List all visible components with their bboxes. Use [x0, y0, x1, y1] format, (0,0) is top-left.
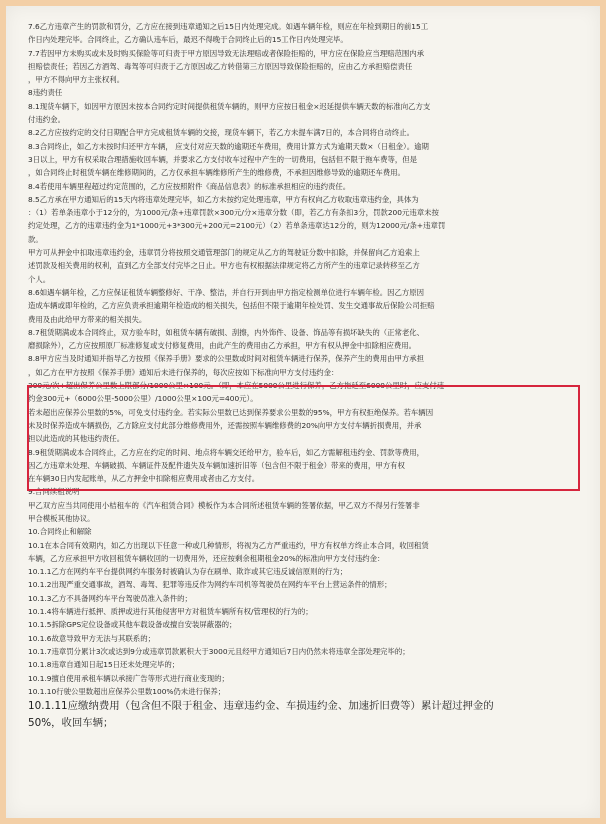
- text-line: 车辆，乙方应承担甲方收回租赁车辆收回的一切费用外，还应按剩余租期租金20%的标准向甲方支付违约金：: [28, 553, 385, 563]
- text-line: 8违约责任: [28, 88, 63, 98]
- text-line: 10.1.5拆除GPS定位设备或其他车载设备或擅自安装屏蔽器的；: [28, 620, 237, 630]
- text-line: 因乙方违章未处理、车辆破损、车辆证件及配件遗失及车辆加速折旧等（包含但不限于租金）带来的费用，甲方有权: [28, 460, 405, 470]
- text-line: 费用及由此给甲方带来的相关损失。: [28, 314, 147, 324]
- text-line: 8.7租赁期满或本合同终止，双方验车时，如租赁车辆有破损、刮擦，内外饰件、设备、饰品等有损坏缺失的（正常老化、: [28, 327, 425, 337]
- text-line: 7.7若因甲方未购买或未及时购买保险等可归责于甲方原因导致无法理赔或者保险拒赔的，甲方应在保险应当理赔范围内承: [28, 48, 425, 58]
- text-line: 10.1.1乙方在网约车平台提供网约车服务时被确认为存在刷单、欺诈或其它违反诚信原则的行为；: [28, 567, 348, 577]
- text-line: ：（1）若单条违章小于12分的，为1000元/条+违章罚款×300元/分×违章分数（即，若乙方有条扣3分，罚款200元违章未按: [28, 208, 439, 218]
- text-line: 10.1.8违章自通知日起15日还未处理完毕的；: [28, 660, 180, 670]
- text-line: 甲方可从押金中扣取违章违约金，违章罚分将按照交通管理部门的规定从乙方的驾驶证分数中扣除，并保留向乙方追索上: [28, 248, 420, 258]
- text-line: 8.4若使用车辆里程超过约定范围的，乙方应按照附件《商品信息表》的标准承担相应的违约责任。: [28, 181, 351, 191]
- text-line: 10.1.10行驶公里数超出应保养公里数100%仍未进行保养；: [28, 686, 226, 696]
- text-line: 10.1.6故意导致甲方无法与其联系的；: [28, 633, 155, 643]
- text-line-large: 50%，收回车辆；: [28, 717, 114, 730]
- text-line: 在车辆30日内发起账单，从乙方押金中扣除相应费用或者由乙方支付。: [28, 474, 260, 484]
- text-line: 9.合同续租说明: [28, 487, 80, 497]
- text-line: 担以此造成的其他违约责任。: [28, 434, 125, 444]
- text-line: 约定处理，乙方的违章违约金为1*1000元+3*300元+200元=2100元）（2）若单条违章达12分的，则为12000元/条+违章罚: [28, 221, 446, 231]
- text-line: 约金300元+（6000公里-5000公里）/1000公里×100元=400元）。: [28, 394, 258, 404]
- text-line: 担赔偿责任；若因乙方酒驾、毒驾等可归责于乙方原因或乙方转借第三方原因导致保险拒赔的，应由乙方承担赔偿责任: [28, 61, 413, 71]
- text-line: 8.9租赁期满或本合同终止，乙方应在约定的时间、地点将车辆交还给甲方，验车后，如乙方需解租违约金、罚款等费用，: [28, 447, 425, 457]
- text-line: 10.1.4将车辆进行抵押、质押或进行其他侵害甲方对租赁车辆所有权/管理权的行为的；: [28, 607, 313, 617]
- text-line: 造成车辆或即年检的，乙方应负责承担逾期年检造成的相关损失，包括但不限于逾期年检处罚、发生交通事故后保险公司拒赔: [28, 301, 435, 311]
- text-line: 款。: [28, 234, 43, 244]
- text-line: ，如乙方在甲方按照《保养手册》通知后未进行保养的，每次应按如下标准向甲方支付违约金：: [28, 367, 339, 377]
- text-line: 个人。: [28, 274, 51, 284]
- text-line: 述罚款及相关费用的权利，直到乙方全部支付完毕之日止。甲方也有权根据法律规定将乙方所产生的违章记录转移至乙方: [28, 261, 420, 271]
- photo-frame: [6, 6, 600, 818]
- text-line: 10.合同终止和解除: [28, 527, 92, 537]
- text-line: 8.2乙方应按约定的交付日期配合甲方完成租赁车辆的交接，现货车辆下，若乙方未提车满7日的，本合同将自动终止。: [28, 128, 414, 138]
- text-line: 8.3合同终止，如乙方未按时归还甲方车辆， 应支付对应天数的逾期还车费用，费用计算方式为逾期天数×（日租金）。逾期: [28, 141, 429, 151]
- contract-page: [28, 20, 584, 732]
- text-line: 300元/次+超出保养公里数上限部分/1000公里×100元。（即，本应在5000公里进行保养，乙方拖延至6000公里时，应支付违: [28, 381, 445, 391]
- text-line: 若未超出应保养公里数的5%，可免支付违约金。若实际公里数已达到保养要求公里数的95%，甲方有权拒绝保养。若车辆因: [28, 407, 434, 417]
- text-line: 付违约金。: [28, 115, 65, 125]
- text-line: 8.8甲方应当及时通知并指导乙方按照《保养手册》要求的公里数或时间对租赁车辆进行保养，保养产生的费用由甲方承担: [28, 354, 425, 364]
- text-line: 10.1.3乙方不具备网约车平台驾驶员准入条件的；: [28, 593, 192, 603]
- text-line: 甲乙双方应当共同使用小桔租车的《汽车租赁合同》模板作为本合同所述租赁车辆的签署依据，甲乙双方不得另行签署非: [28, 500, 420, 510]
- text-line: 10.1.2出现严重交通事故，酒驾、毒驾、犯罪等违反作为网约车司机等驾驶员在网约车平台上营运条件的情形；: [28, 580, 392, 590]
- text-line: 8.5乙方承在甲方通知后的15天内将违章处理完毕，如乙方未按约定处理违章，甲方有权向乙方收取违章违约金，具体为: [28, 194, 419, 204]
- text-line: ，甲方不得向甲方主张权利。: [28, 75, 125, 85]
- text-line: 7.6乙方违章产生的罚款和罚分，乙方应在接到违章通知之后15日内处理完成。如遇车辆年检，则应在年检到期日的前15工: [28, 22, 429, 31]
- text-line: 3日以上，甲方有权采取合理措施收回车辆，并要求乙方支付收车过程中产生的一切费用，包括但不限于拖车费等，但是: [28, 154, 418, 164]
- text-line: 10.1.9擅自使用承租车辆以承接广告等形式进行商业变现的；: [28, 673, 229, 683]
- text-line: 10.1.7违章罚分累计3次或达到9分或违章罚款累积大于3000元且经甲方通知后7日内仍然未将违章全部处理完毕的；: [28, 646, 410, 656]
- text-line: 8.6如遇车辆年检，乙方应保证租赁车辆整修好、干净、整洁，并自行开到由甲方指定检测单位进行车辆年检。因乙方原因: [28, 287, 425, 297]
- text-line: 未及时保养造成车辆损伤，乙方除应支付此部分维修费用外，还需按照车辆维修费的20%向甲方支付车辆折损费用，并承: [28, 420, 422, 430]
- text-line-large: 10.1.11应缴纳费用（包含但不限于租金、违章违约金、车损违约金、加速折旧费等）累计超过押金的: [28, 700, 494, 713]
- text-line: 10.1在本合同有效期内，如乙方出现以下任意一种或几种情形，将视为乙方严重违约，甲方有权单方终止本合同，收回租赁: [28, 540, 429, 550]
- text-line: ，如合同终止时租赁车辆在维修期间的，乙方仅承担车辆维修所产生的维修费，不承担因维修导致的逾期还车费用。: [28, 168, 405, 178]
- text-line: 8.1现货车辆下，如因甲方原因未按本合同约定时间提供租赁车辆的，则甲方应按日租金×迟延提供车辆天数的标准向乙方支: [28, 101, 431, 111]
- text-line: 作日内处理完毕。合同终止，乙方确认违车后，最迟不得晚于合同终止后的15工作日内处理完毕。: [28, 35, 348, 45]
- text-line: 甲合模板其他协议。: [28, 513, 95, 523]
- text-line: 磨损除外），乙方应按照原厂标准修复或支付修复费用，由此产生的费用由乙方承担，甲方有权从押金中扣除相应费用。: [28, 341, 417, 351]
